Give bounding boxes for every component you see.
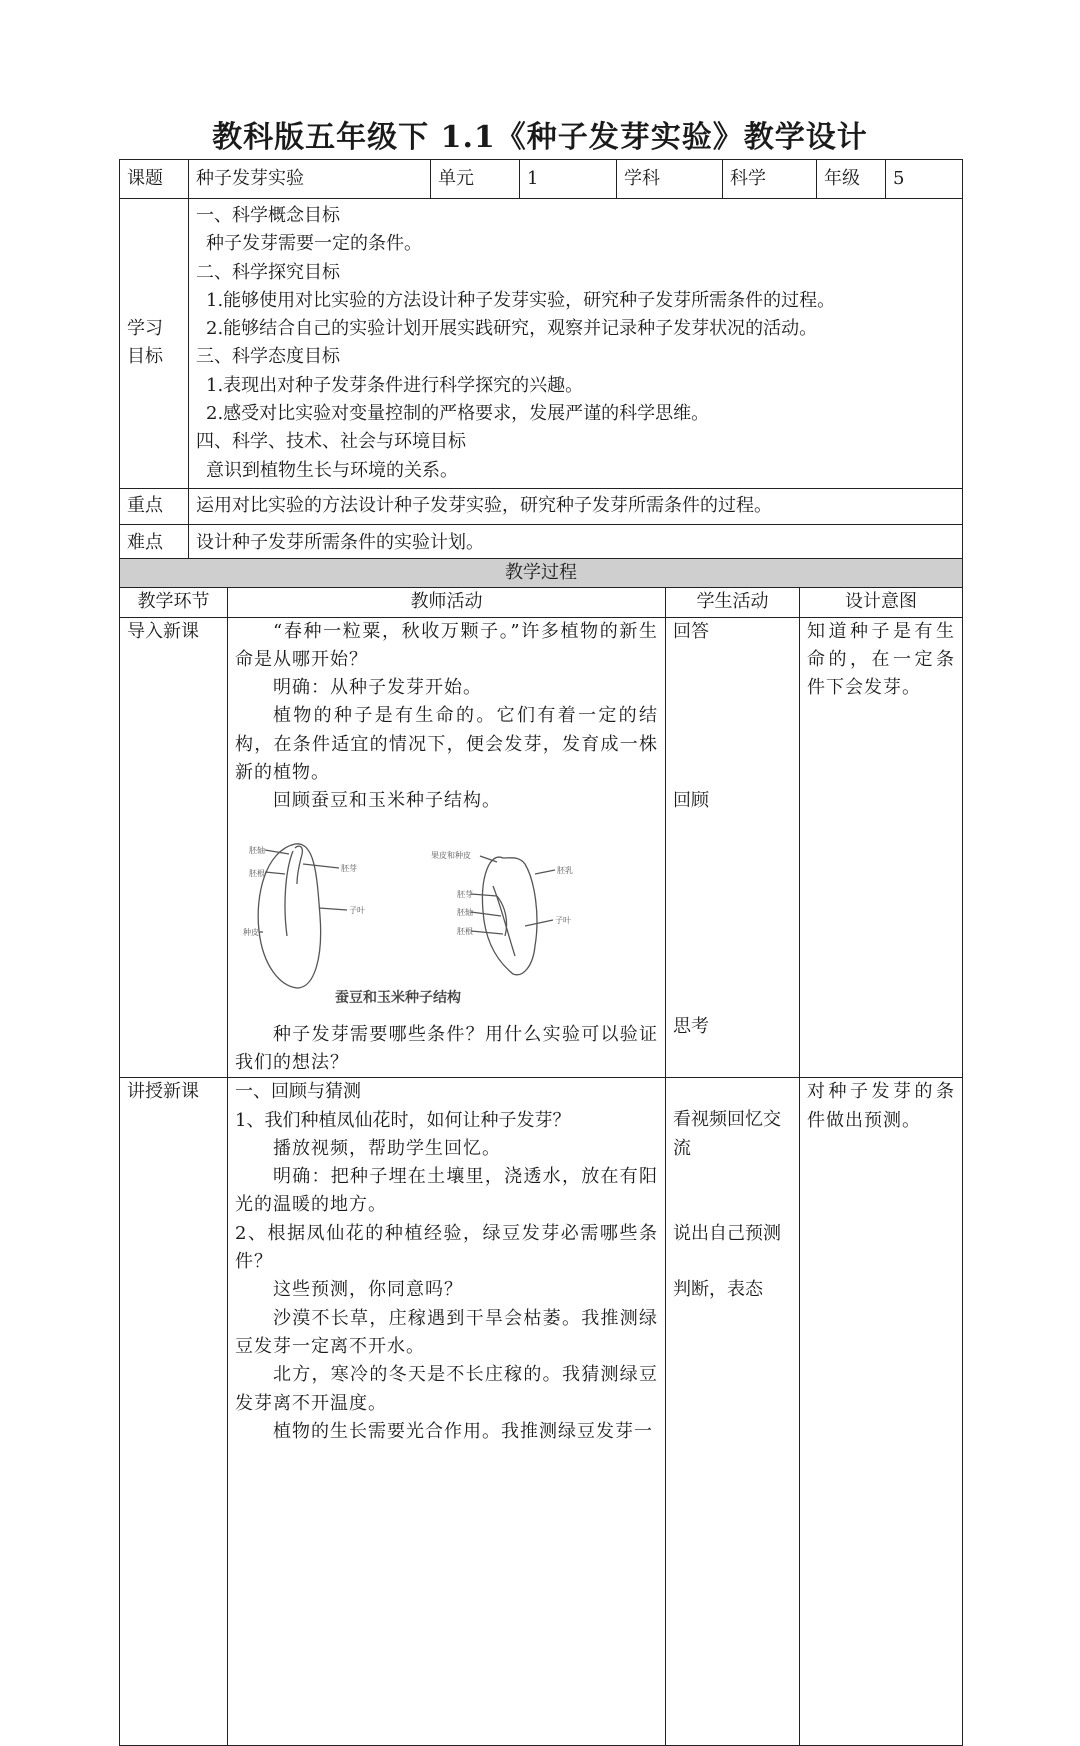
key-point-label: 重点	[120, 488, 189, 524]
goal-heading-4: 四、科学、技术、社会与环境目标	[196, 431, 466, 453]
topic-label: 课题	[120, 160, 189, 199]
lesson-paragraph: 1、我们种植凤仙花时，如何让种子发芽？	[235, 1109, 571, 1131]
bean-label: 胚芽	[341, 863, 357, 873]
bean-seed-diagram	[258, 843, 347, 987]
goal-line: 2.能够结合自己的实验计划开展实践研究，观察并记录种子发芽状况的活动。	[206, 318, 818, 340]
topic-value: 种子发芽实验	[189, 160, 431, 199]
col-intent: 设计意图	[800, 588, 963, 617]
lesson-paragraph: 这些预测，你同意吗？	[273, 1279, 463, 1301]
intro-paragraph: 种子发芽需要哪些条件？用什么实验可以验证我们的想法？	[235, 1023, 658, 1073]
seed-structure-figure	[235, 836, 658, 1011]
goal-heading-3: 三、科学态度目标	[196, 346, 340, 368]
difficulty-label: 难点	[120, 524, 189, 562]
intro-teacher	[228, 617, 666, 1078]
bean-label: 种皮	[243, 927, 259, 937]
student-activity: 回顾	[673, 789, 709, 811]
seed-structure-diagram	[235, 836, 575, 1011]
lesson-info-table	[119, 159, 963, 563]
goals-label: 学习 目标	[120, 199, 189, 489]
student-activity: 思考	[673, 1016, 709, 1038]
lesson-paragraph: 北方，寒冷的冬天是不长庄稼的。我猜测绿豆发芽离不开温度。	[235, 1364, 658, 1414]
lesson-student	[666, 1078, 800, 1746]
subject-label: 学科	[617, 160, 723, 199]
process-header: 教学过程	[120, 559, 963, 588]
lesson-paragraph: 播放视频，帮助学生回忆。	[273, 1137, 501, 1159]
lesson-intent: 对种子发芽的条件做出预测。	[800, 1078, 963, 1746]
goal-line: 2.感受对比实验对变量控制的严格要求，发展严谨的科学思维。	[206, 403, 710, 425]
lesson-paragraph: 2、根据凤仙花的种植经验，绿豆发芽必需哪些条件？	[235, 1222, 658, 1273]
student-activity: 说出自己预测	[673, 1222, 781, 1244]
teaching-process-table	[119, 558, 963, 1746]
intro-student	[666, 617, 800, 1078]
student-activity: 判断，表态	[673, 1279, 763, 1301]
subject-value: 科学	[723, 160, 817, 199]
bean-label: 胚根	[249, 868, 265, 878]
goal-line: 种子发芽需要一定的条件。	[206, 233, 422, 255]
grade-value: 5	[886, 160, 963, 199]
goal-line: 意识到植物生长与环境的关系。	[206, 459, 458, 481]
col-teacher: 教师活动	[228, 588, 666, 617]
corn-label: 胚乳	[557, 865, 573, 875]
col-stage: 教学环节	[120, 588, 228, 617]
intro-paragraph: 植物的种子是有生命的。它们有着一定的结构，在条件适宜的情况下，便会发芽，发育成一株新的植物。	[235, 705, 658, 784]
difficulty-text: 设计种子发芽所需条件的实验计划。	[189, 524, 963, 562]
corn-seed-diagram	[471, 856, 555, 975]
unit-label: 单元	[431, 160, 520, 199]
lesson-paragraph: 一、回顾与猜测	[235, 1081, 361, 1103]
corn-label: 胚轴	[457, 907, 473, 917]
grade-label: 年级	[817, 160, 886, 199]
lesson-paragraph: 沙漠不长草，庄稼遇到干旱会枯萎。我推测绿豆发芽一定离不开水。	[235, 1307, 658, 1357]
goal-heading-2: 二、科学探究目标	[196, 261, 340, 283]
goal-heading-1: 一、科学概念目标	[196, 205, 340, 226]
lesson-stage: 讲授新课	[120, 1078, 228, 1746]
intro-paragraph: 回顾蚕豆和玉米种子结构。	[273, 790, 501, 812]
lesson-teacher	[228, 1078, 666, 1746]
corn-label: 果皮和种皮	[431, 850, 471, 860]
col-student: 学生活动	[666, 588, 800, 617]
lesson-paragraph: 明确：把种子埋在土壤里，浇透水，放在有阳光的温暖的地方。	[235, 1166, 658, 1216]
intro-stage: 导入新课	[120, 617, 228, 1078]
goal-line: 1.能够使用对比实验的方法设计种子发芽实验，研究种子发芽所需条件的过程。	[206, 289, 836, 311]
goals-content	[189, 199, 963, 489]
figure-caption: 蚕豆和玉米种子结构	[335, 989, 461, 1006]
lesson-paragraph: 植物的生长需要光合作用。我推测绿豆发芽一	[273, 1420, 653, 1442]
student-activity: 回答	[673, 620, 709, 642]
intro-paragraph: “春种一粒粟，秋收万颗子。”许多植物的新生命是从哪开始？	[235, 620, 658, 670]
bean-label: 胚轴	[249, 845, 265, 855]
bean-label: 子叶	[349, 905, 365, 915]
corn-label: 胚芽	[457, 889, 473, 899]
goal-line: 1.表现出对种子发芽条件进行科学探究的兴趣。	[206, 374, 584, 396]
intro-intent: 知道种子是有生命的，在一定条件下会发芽。	[800, 617, 963, 1078]
corn-label: 子叶	[555, 915, 571, 925]
student-activity: 看视频回忆交流	[673, 1109, 781, 1159]
key-point-text: 运用对比实验的方法设计种子发芽实验，研究种子发芽所需条件的过程。	[189, 488, 963, 524]
unit-value: 1	[520, 160, 617, 199]
page-title: 教科版五年级下 1.1《种子发芽实验》教学设计	[212, 120, 868, 155]
corn-label: 胚根	[457, 926, 473, 936]
intro-paragraph: 明确：从种子发芽开始。	[273, 677, 482, 699]
